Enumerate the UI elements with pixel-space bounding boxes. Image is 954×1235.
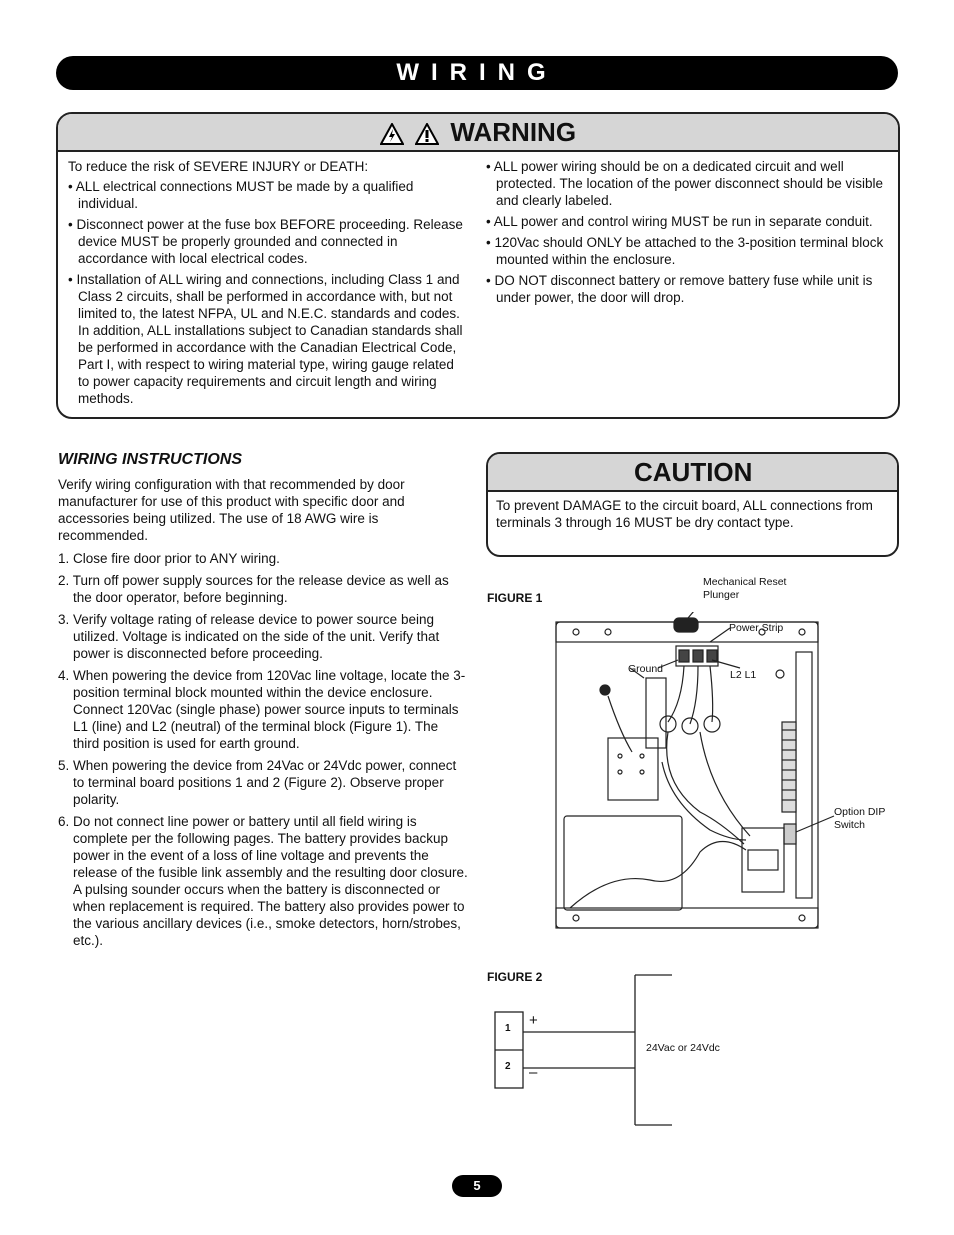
plunger-label: Plunger	[703, 589, 740, 601]
instructions-body	[58, 476, 468, 954]
warning-bullet: • ALL power and control wiring MUST be run in separate conduit.	[486, 214, 873, 229]
warning-triangle-icon	[415, 123, 439, 145]
caution-box	[486, 452, 899, 557]
figure2-label: FIGURE 2	[487, 970, 543, 984]
warning-intro: To reduce the risk of SEVERE INJURY or DEATH:	[68, 159, 369, 174]
warning-right-column	[486, 158, 886, 310]
battery	[564, 816, 682, 910]
enclosure-bottom-flange	[556, 908, 818, 928]
supply-label: 24Vac or 24Vdc	[646, 1042, 720, 1054]
terminal-board	[782, 722, 796, 812]
instruction-step: 2. Turn off power supply sources for the release device as well as the door operator, before beginning.	[58, 573, 449, 605]
instruction-step: 5. When powering the device from 24Vac or 24Vdc power, connect to terminal board positions 1 and 2 (Figure 2). Observe proper polarity.	[58, 758, 457, 807]
warning-bullet: • DO NOT disconnect battery or remove battery fuse while unit is under power, the door will drop.	[486, 273, 873, 305]
instruction-step: 4. When powering the device from 120Vac line voltage, locate the 3-position terminal block mounted within the device enclosure. Connect 120Vac (single phase) power source inputs to terminals L1 (line) and L2 (neutral) of the terminal block (Figure 1). The third position is used for earth ground.	[58, 668, 466, 751]
power-strip-label: Power Strip	[729, 622, 784, 634]
warning-bullet: • Installation of ALL wiring and connections, including Class 1 and Class 2 circuits, shall be performed in accordance with, but not limited to, the latest NFPA, UL and N.E.C. standards and codes. In addition, ALL installations subject to Canadian standards shall be performed in accordance with the Canadian Electrical Code, Part I, with respect to wiring material type, wiring gauge related to power capacity requirements and circuit length and wiring methods.	[68, 272, 463, 406]
ground-label: Ground	[628, 663, 664, 675]
enclosure-outline	[556, 622, 818, 928]
caution-heading: CAUTION	[488, 454, 897, 492]
instruction-step: 1. Close fire door prior to ANY wiring.	[58, 551, 280, 566]
page-title: WIRING	[56, 56, 898, 90]
terminal-2-label: 2	[505, 1061, 511, 1072]
warning-bullet: • 120Vac should ONLY be attached to the 3-position terminal block mounted within the enclosure.	[486, 235, 884, 267]
instruction-step: 6. Do not connect line power or battery until all field wiring is complete per the following pages. The battery provides backup power in the event of a loss of line voltage and prevents the release of the fusible link assembly and the resulting door closure. A pulsing sounder occurs when the battery is disconnected or when replacement is required. The battery also provides power to the various ancillary devices (i.e., smoke detectors, horn/strobes, etc.).	[58, 814, 468, 948]
plus-sign: +	[529, 1012, 538, 1029]
figure1-label: FIGURE 1	[487, 591, 543, 605]
terminal-1-label: 1	[505, 1023, 511, 1034]
warning-heading: WARNING	[450, 117, 577, 147]
instructions-intro: Verify wiring configuration with that recommended by door manufacturer for use of this product with specific door and accessories being utilized. The use of 18 AWG wire is recommended.	[58, 477, 405, 543]
caution-text: To prevent DAMAGE to the circuit board, ALL connections from terminals 3 through 16 MUST be dry contact type.	[496, 498, 873, 530]
warning-bullet: • ALL power wiring should be on a dedicated circuit and well protected. The location of the power disconnect should be visible and clearly labeled.	[486, 159, 883, 208]
minus-sign: –	[529, 1064, 538, 1081]
warning-bullet: • ALL electrical connections MUST be made by a qualified individual.	[68, 179, 414, 211]
warning-bullet: • Disconnect power at the fuse box BEFORE proceeding. Release device MUST be properly grounded and connected in accordance with local electrical codes.	[68, 217, 463, 266]
figure1-enclosure-diagram	[550, 612, 840, 934]
warning-left-column	[68, 158, 468, 411]
mechanical-reset-label: Mechanical Reset	[703, 576, 787, 588]
instructions-title: WIRING INSTRUCTIONS	[58, 451, 242, 468]
instruction-step: 3. Verify voltage rating of release device to power source being utilized. Voltage is indicated on the side of the unit. Verify that power is disconnected before proceeding.	[58, 612, 440, 661]
shock-hazard-icon	[380, 123, 404, 145]
reset-plunger	[674, 618, 698, 632]
page-number: 5	[452, 1175, 502, 1197]
option-dip-switch	[784, 824, 796, 844]
option-dip-label: Option DIP	[834, 806, 886, 818]
warning-header	[58, 114, 898, 152]
warning-box	[56, 112, 900, 419]
l2-l1-label: L2 L1	[730, 669, 757, 681]
relay-module	[608, 738, 658, 800]
circuit-board	[796, 652, 812, 898]
switch-label: Switch	[834, 819, 865, 831]
